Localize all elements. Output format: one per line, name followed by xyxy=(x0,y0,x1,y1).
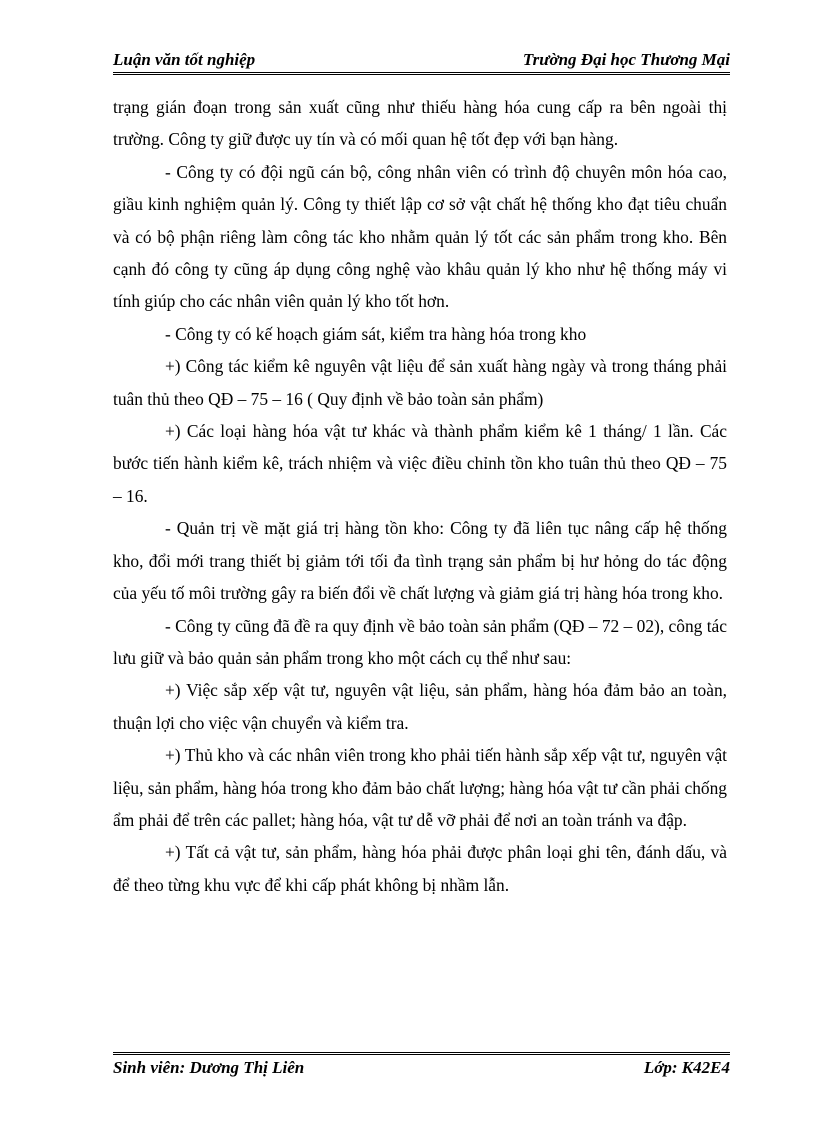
header-university: Trường Đại học Thương Mại xyxy=(522,50,730,69)
paragraph-inventory-count: +) Công tác kiểm kê nguyên vật liệu để sản xuất hàng ngày và trong tháng phải tuân thủ theo QĐ – 75 – 16 ( Quy định về bảo toàn sản phẩm) xyxy=(113,356,727,409)
paragraph-preservation-rule: - Công ty cũng đã đề ra quy định về bảo toàn sản phẩm (QĐ – 72 – 02), công tác lưu giữ và bảo quản sản phẩm trong kho một cách cụ thể như sau: xyxy=(113,615,727,668)
paragraph-arrangement: +) Việc sắp xếp vật tư, nguyên vật liệu, sản phẩm, hàng hóa đảm bảo an toàn, thuận lợi cho việc vận chuyển và kiểm tra. xyxy=(113,680,727,733)
paragraph-storekeeper: +) Thủ kho và các nhân viên trong kho phải tiến hành sắp xếp vật tư, nguyên vật liệu, sản phẩm, hàng hóa trong kho đảm bảo chất lượng; hàng hóa vật tư cần phải chống ẩm phải để trên các pallet; hàng hóa, vật tư dễ vỡ phải để nơi an toàn tránh va đập. xyxy=(113,745,727,830)
paragraph-monthly-count: +) Các loại hàng hóa vật tư khác và thành phẩm kiểm kê 1 tháng/ 1 lần. Các bước tiến hành kiểm kê, trách nhiệm và việc điều chỉnh tồn kho tuân thủ theo QĐ – 75 – 16. xyxy=(113,421,727,506)
paragraph-classification: +) Tất cả vật tư, sản phẩm, hàng hóa phải được phân loại ghi tên, đánh dấu, và để theo từng khu vực để khi cấp phát không bị nhầm lẫn. xyxy=(113,842,727,895)
footer-student: Sinh viên: Dương Thị Liên xyxy=(113,1058,305,1077)
paragraph-staff: - Công ty có đội ngũ cán bộ, công nhân viên có trình độ chuyên môn hóa cao, giầu kinh nghiệm quản lý. Công ty thiết lập cơ sở vật chất hệ thống kho đạt tiêu chuẩn và có bộ phận riêng làm công tác kho nhằm quản lý tốt các sản phẩm trong kho. Bên cạnh đó công ty cũng áp dụng công nghệ vào khâu quản lý kho như hệ thống máy vi tính giúp cho các nhân viên quản lý kho tốt hơn. xyxy=(113,161,727,312)
page-footer xyxy=(113,1052,730,1078)
page-body xyxy=(113,91,727,901)
header-thesis-title: Luận văn tốt nghiệp xyxy=(113,50,256,69)
paragraph-continuation: trạng gián đoạn trong sản xuất cũng như thiếu hàng hóa cung cấp ra bên ngoài thị trường. Công ty giữ được uy tín và có mối quan hệ tốt đẹp với bạn hàng. xyxy=(113,97,727,150)
paragraph-inspection-plan: - Công ty có kế hoạch giám sát, kiểm tra hàng hóa trong kho xyxy=(165,323,587,344)
page-header xyxy=(113,48,730,75)
paragraph-value-management: - Quản trị về mặt giá trị hàng tồn kho: Công ty đã liên tục nâng cấp hệ thống kho, đổi mới trang thiết bị giảm tới tối đa tình trạng sản phẩm bị hư hỏng do tác động của yếu tố môi trường gây ra biến đổi về chất lượng và giảm giá trị hàng hóa trong kho. xyxy=(113,518,727,604)
footer-class: Lớp: K42E4 xyxy=(643,1058,730,1077)
